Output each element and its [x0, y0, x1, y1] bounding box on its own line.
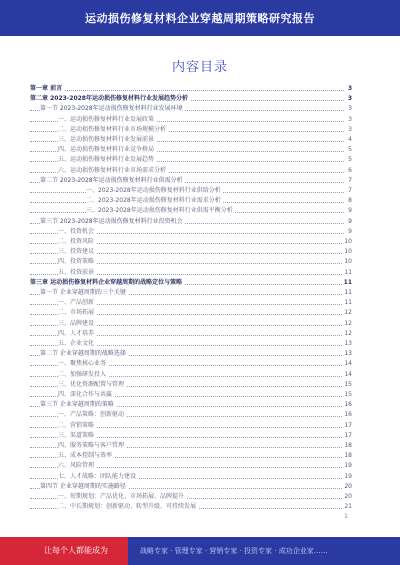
page-number: 1 [344, 513, 348, 520]
toc-entry-page: 5 [348, 146, 352, 154]
toc-entry-label: 七、人才战略：团队能力建设 [58, 472, 137, 480]
toc-entry-label: 一、聚焦核心业务 [58, 360, 107, 368]
toc-entry-page: 19 [344, 462, 352, 470]
toc-entry-page: 5 [348, 156, 352, 164]
toc-entry-page: 3 [348, 125, 352, 133]
toc-entry[interactable] [30, 482, 352, 491]
toc-entry-label: 一、产品创新 [58, 299, 95, 307]
toc-entry[interactable] [30, 298, 352, 307]
toc-entry[interactable] [30, 196, 352, 205]
toc-entry-label: 第一章 前言 [30, 85, 63, 92]
toc-entry-label: 三、投资建议 [58, 248, 95, 256]
footer-bar [0, 537, 400, 565]
toc-entry-label: 第二章 2023-2028年运动损伤修复材料行业发展趋势分析 [30, 95, 188, 103]
toc-entry-label: 第二节 企业穿越周期的战略选择 [40, 350, 126, 358]
toc-entry-page: 13 [344, 350, 352, 358]
toc-entry[interactable] [30, 166, 352, 175]
toc-entry-label: 第二节 2023-2028年运动损伤修复材料行业供需分析 [40, 176, 183, 184]
toc-entry-page: 3 [347, 85, 352, 92]
toc-entry[interactable] [30, 380, 352, 389]
toc-entry-page: 11 [344, 268, 352, 276]
toc-entry-label: 五、运动损伤修复材料行业发展趋势 [58, 156, 155, 164]
toc-entry-label: 第四节 企业穿越周期的实施路径 [40, 482, 126, 490]
toc-entry-label: 第三章 运动损伤修复材料企业穿越周期的战略定位与策略 [30, 278, 183, 286]
toc-entry[interactable] [30, 308, 352, 317]
toc-entry-label: 二、运动损伤修复材料行业市场规模分析 [58, 125, 167, 133]
toc-entry-page: 13 [344, 340, 352, 347]
toc-entry[interactable] [30, 125, 352, 134]
toc-entry-page: 20 [344, 493, 352, 500]
toc-entry[interactable] [30, 288, 352, 297]
toc-entry-label: 二、市场拓展 [58, 309, 95, 317]
toc-entry[interactable] [30, 349, 352, 358]
toc-entry[interactable] [30, 400, 352, 409]
toc-entry[interactable] [30, 410, 352, 419]
toc-entry-label: 四、深化合作与共赢 [58, 391, 113, 398]
toc-entry[interactable] [30, 339, 352, 348]
toc-entry-label: 四、运动损伤修复材料行业竞争格局 [58, 146, 155, 154]
toc-entry-page: 17 [344, 421, 352, 429]
toc-entry[interactable] [30, 155, 352, 164]
toc-entry-label: 四、人才培养 [58, 329, 95, 337]
toc-entry[interactable] [30, 186, 352, 195]
toc-entry-label: 二、加强研发投入 [58, 370, 107, 378]
toc-entry[interactable] [30, 237, 352, 246]
toc-entry-page: 17 [344, 431, 352, 439]
toc-entry-page: 3 [347, 95, 352, 103]
toc-entry-label: 一、运动损伤修复材料行业发展政策 [58, 115, 155, 123]
toc-entry-label: 三、优化资源配置与管理 [58, 380, 125, 388]
toc-entry[interactable] [30, 257, 352, 266]
toc-entry-label: 五、成本控制与效率 [58, 452, 113, 460]
toc-entry-label: 四、服务策略与客户管理 [58, 442, 125, 449]
toc-entry-label: 五、投资前景 [58, 268, 95, 276]
toc-entry-page: 11 [344, 289, 352, 296]
toc-entry-page: 10 [344, 258, 352, 266]
toc-entry-page: 3 [348, 105, 352, 113]
toc-entry-label: 一、产品策略：创新驱动 [58, 411, 125, 419]
toc-entry-page: 20 [344, 482, 352, 490]
toc-entry-label: 一、投资机会 [58, 227, 95, 235]
toc-entry-page: 18 [344, 442, 352, 449]
toc-entry-label: 三、品牌建设 [58, 319, 95, 327]
toc-entry-label: 三、运动损伤修复材料行业发展前景 [58, 136, 155, 143]
toc-entry-label: 二、2023-2028年运动损伤修复材料行业需求分析 [86, 197, 221, 205]
toc-entry[interactable] [30, 492, 352, 501]
footer-tagline: 战略专家 · 管理专家 · 营销专家 · 投资专家 · 成功企业家…… [140, 547, 328, 555]
toc-entry[interactable] [30, 329, 352, 338]
toc-entry-page: 11 [344, 299, 352, 307]
footer-slogan: 让每个人都能成为 [44, 546, 108, 555]
header-bar [0, 0, 400, 36]
table-of-contents [30, 84, 360, 524]
report-title: 运动损伤修复材料企业穿越周期策略研究报告 [85, 12, 315, 25]
toc-entry-page: 11 [343, 278, 352, 286]
toc-title: 内容目录 [171, 60, 228, 75]
toc-entry[interactable] [30, 115, 352, 124]
toc-entry-page: 9 [348, 227, 352, 235]
dot-leader [30, 90, 344, 91]
toc-entry-page: 7 [348, 176, 352, 184]
toc-entry[interactable] [30, 135, 352, 144]
toc-entry-page: 7 [348, 187, 352, 194]
toc-entry-page: 6 [348, 166, 352, 174]
toc-entry[interactable] [30, 390, 352, 399]
toc-entry[interactable] [30, 359, 352, 368]
toc-entry-page: 15 [344, 380, 352, 388]
toc-entry-page: 16 [344, 401, 352, 409]
toc-entry-label: 六、运动损伤修复材料行业市场需求分析 [58, 166, 167, 174]
toc-entry[interactable] [30, 104, 352, 113]
toc-entry-label: 第一节 企业穿越周期的三个关键 [40, 289, 126, 296]
toc-entry[interactable] [30, 94, 352, 103]
toc-entry-page: 12 [344, 329, 352, 337]
toc-entry-label: 五、企业文化 [58, 340, 95, 347]
toc-entry[interactable] [30, 421, 352, 430]
toc-entry[interactable] [30, 461, 352, 470]
toc-entry-page: 8 [348, 197, 352, 205]
toc-entry-page: 18 [344, 452, 352, 460]
toc-entry-page: 19 [344, 472, 352, 480]
toc-entry-page: 16 [344, 411, 352, 419]
toc-entry-page: 21 [344, 503, 352, 511]
toc-entry-page: 4 [348, 136, 352, 143]
toc-entry[interactable] [30, 176, 352, 185]
toc-entry-label: 四、投资策略 [58, 258, 95, 266]
toc-entry[interactable] [30, 217, 352, 226]
toc-entry[interactable] [30, 268, 352, 277]
toc-entry[interactable] [30, 431, 352, 440]
toc-entry-label: 一、2023-2028年运动损伤修复材料行业供给分析 [86, 187, 221, 194]
toc-entry[interactable] [30, 84, 352, 93]
toc-entry-page: 12 [344, 319, 352, 327]
toc-entry[interactable] [30, 502, 352, 511]
toc-entry-page: 3 [348, 115, 352, 123]
toc-entry-label: 第三节 企业穿越周期的策略 [40, 401, 114, 409]
toc-entry-page: 10 [344, 238, 352, 245]
toc-entry-label: 二、营销策略 [58, 421, 95, 429]
toc-entry-page: 15 [344, 391, 352, 398]
toc-entry-label: 六、风险管理 [58, 462, 95, 470]
toc-entry-label: 三、渠道策略 [58, 431, 95, 439]
toc-entry[interactable] [30, 472, 352, 481]
toc-entry[interactable] [30, 278, 352, 287]
toc-entry-label: 三、2023-2028年运动损伤修复材料行业供需平衡分析 [86, 207, 233, 215]
toc-entry[interactable] [30, 441, 352, 450]
toc-entry-label: 二、中长期规划：创新驱动、转型升级、可持续发展 [58, 503, 197, 511]
toc-entry[interactable] [30, 227, 352, 236]
toc-entry-label: 第三节 2023-2028年运动损伤修复材料行业投资机会 [40, 217, 183, 225]
toc-entry[interactable] [30, 451, 352, 460]
toc-entry-label: 一、短期规划：产品优化、市场拓展、品牌提升 [58, 493, 185, 500]
toc-entry[interactable] [30, 145, 352, 154]
toc-entry[interactable] [30, 206, 352, 215]
toc-entry-label: 二、投资风险 [58, 238, 95, 245]
toc-entry[interactable] [30, 370, 352, 379]
toc-entry-page: 10 [344, 248, 352, 256]
toc-entry[interactable] [30, 319, 352, 328]
toc-entry-page: 9 [348, 207, 352, 215]
toc-entry-page: 14 [344, 360, 352, 368]
toc-entry-label: 第一节 2023-2028年运动损伤修复材料行业发展环境 [40, 105, 183, 113]
toc-entry[interactable] [30, 247, 352, 256]
toc-entry-page: 12 [344, 309, 352, 317]
toc-entry-page: 14 [344, 370, 352, 378]
toc-entry-page: 9 [348, 217, 352, 225]
